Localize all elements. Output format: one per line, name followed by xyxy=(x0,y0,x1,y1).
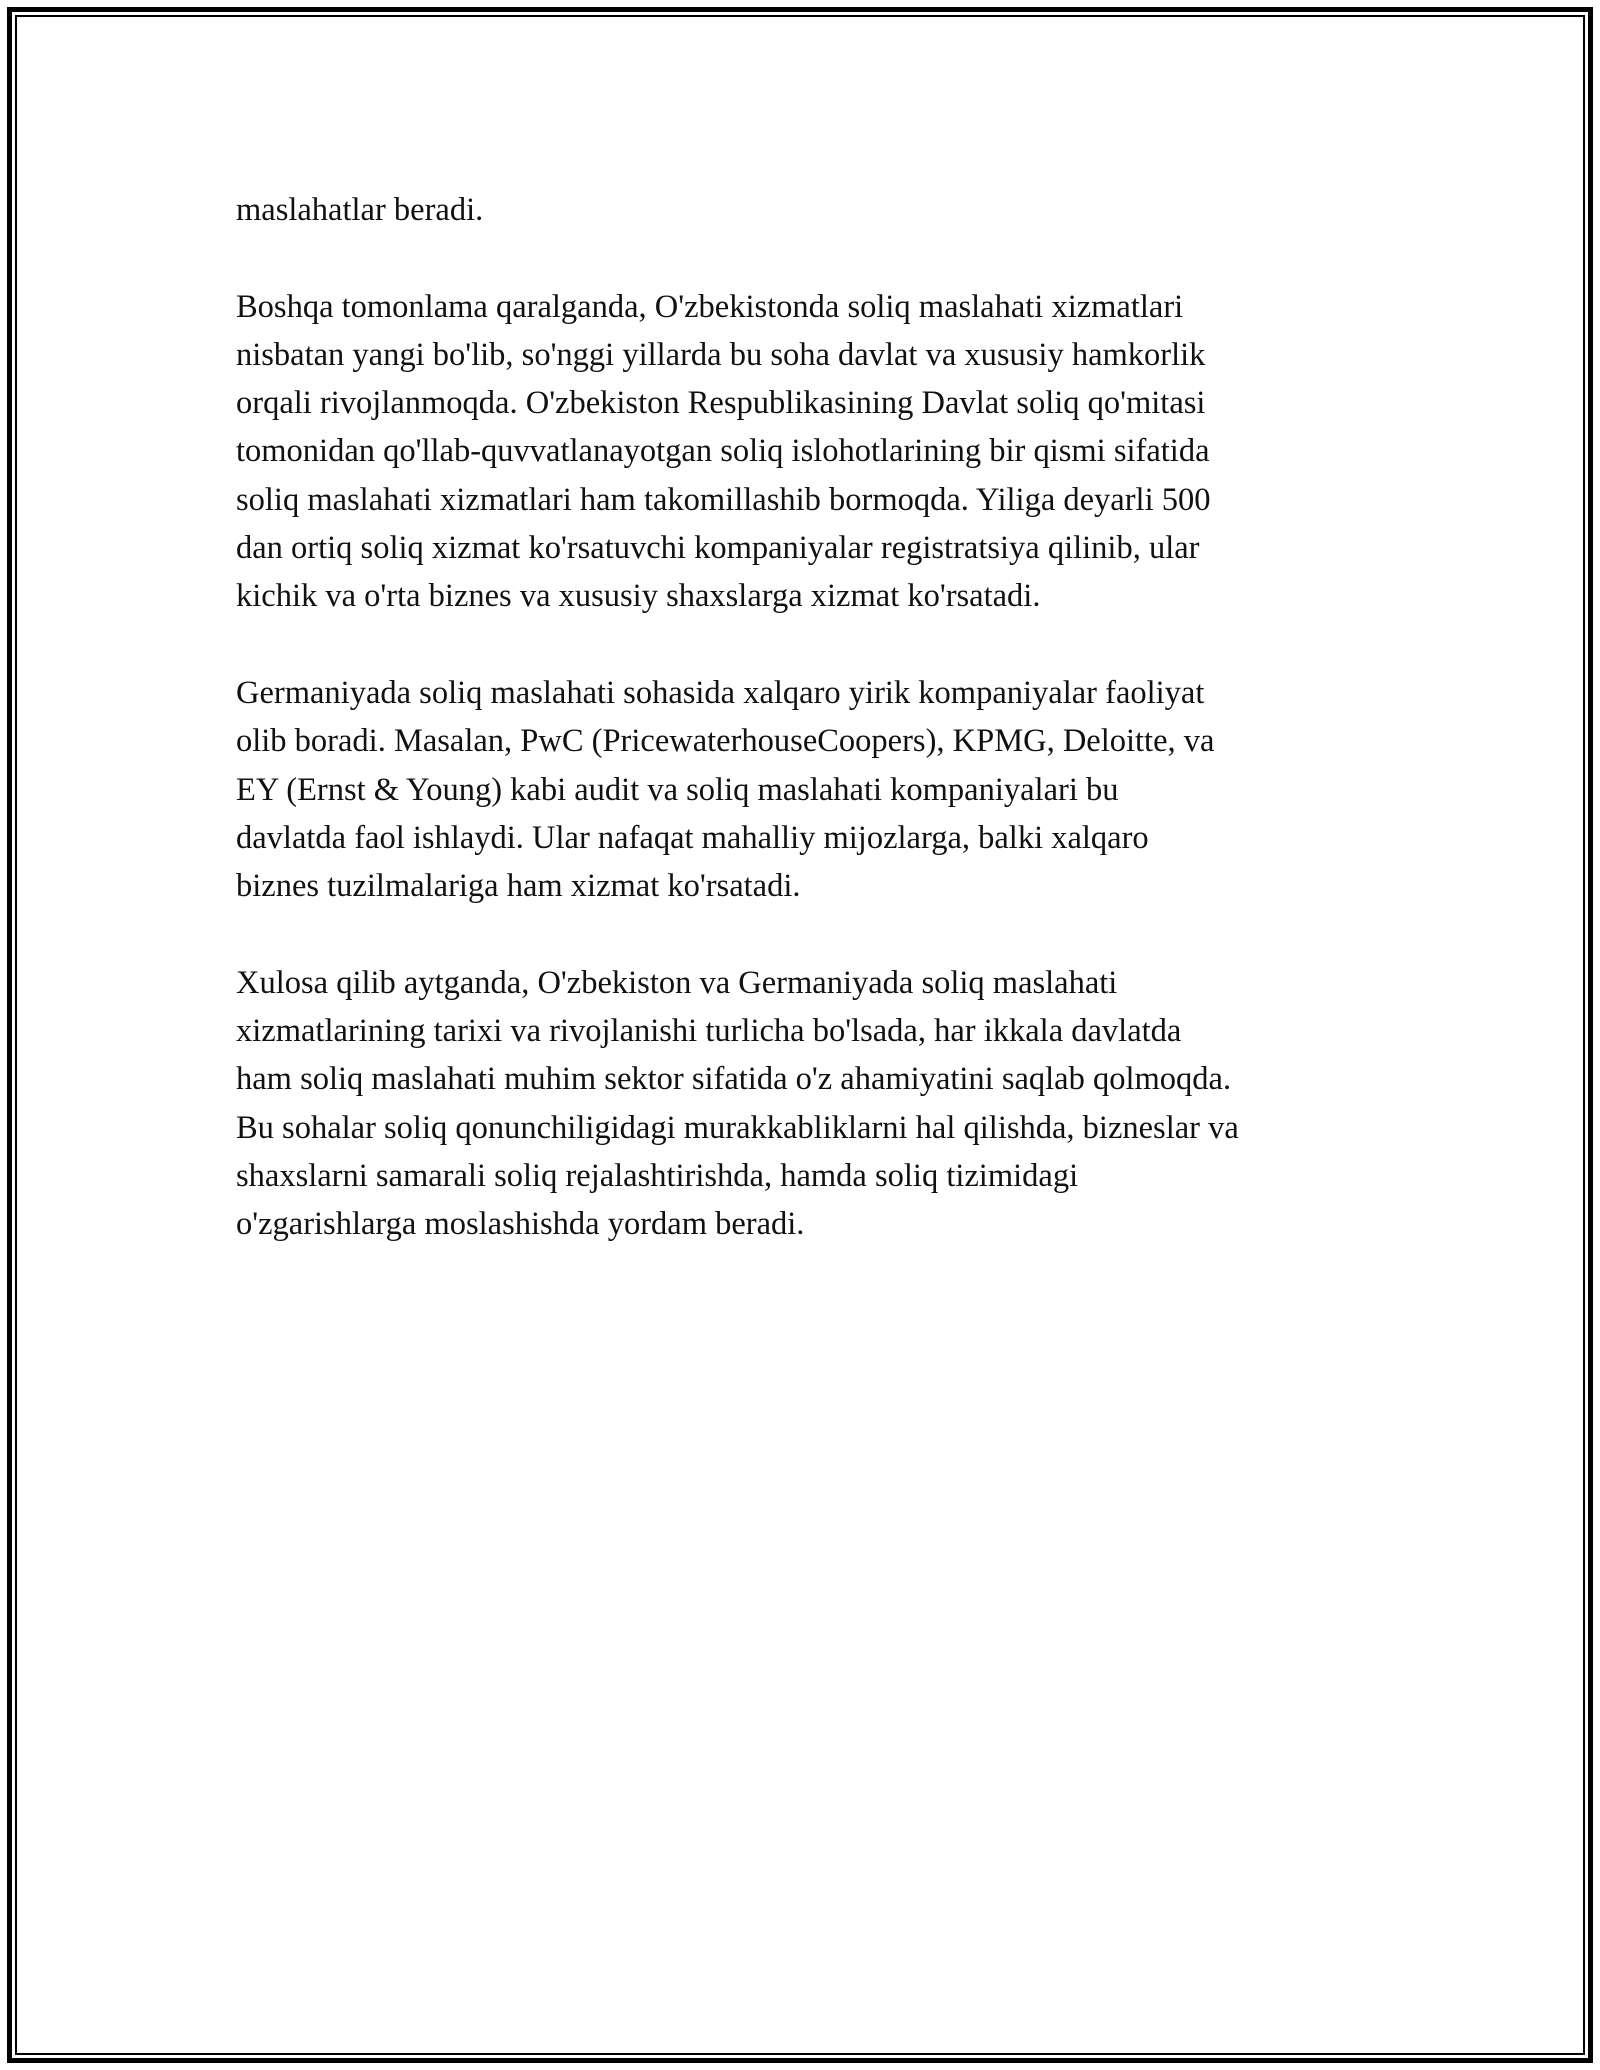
paragraph-spacer xyxy=(236,234,1416,282)
paragraph-spacer xyxy=(236,910,1416,958)
text-line: EY (Ernst & Young) kabi audit va soliq maslahati kompaniyalari bu xyxy=(236,771,1119,808)
text-line: soliq maslahati xizmatlari ham takomillashib bormoqda. Yiliga deyarli 500 xyxy=(236,481,1211,518)
paragraph-continuation xyxy=(236,186,1416,234)
text-line: dan ortiq soliq xizmat ko'rsatuvchi kompaniyalar registratsiya qilinib, ular xyxy=(236,530,1200,567)
text-line: davlatda faol ishlaydi. Ular nafaqat mahalliy mijozlarga, balki xalqaro xyxy=(236,819,1149,856)
text-line: kichik va o'rta biznes va xususiy shaxslarga xizmat ko'rsatadi. xyxy=(236,578,1041,615)
paragraph-spacer xyxy=(236,621,1416,669)
paragraph-germany xyxy=(236,669,1416,910)
paragraph-conclusion xyxy=(236,959,1416,1249)
text-line: xizmatlarining tarixi va rivojlanishi turlicha bo'lsada, har ikkala davlatda xyxy=(236,1013,1182,1050)
paragraph-uzbekistan xyxy=(236,283,1416,621)
text-line: shaxslarni samarali soliq rejalashtirishda, hamda soliq tizimidagi xyxy=(236,1157,1079,1194)
document-body xyxy=(236,186,1416,1249)
text-line: maslahatlar beradi. xyxy=(236,192,484,228)
text-line: tomonidan qo'llab-quvvatlanayotgan soliq islohotlarining bir qismi sifatida xyxy=(236,433,1210,470)
text-line: o'zgarishlarga moslashishda yordam beradi. xyxy=(236,1206,805,1243)
text-line: olib boradi. Masalan, PwC (PricewaterhouseCoopers), KPMG, Deloitte, va xyxy=(236,723,1215,760)
text-line: ham soliq maslahati muhim sektor sifatida o'z ahamiyatini saqlab qolmoqda. xyxy=(236,1061,1232,1098)
text-line: Boshqa tomonlama qaralganda, O'zbekistonda soliq maslahati xizmatlari xyxy=(236,288,1184,325)
text-line: Bu sohalar soliq qonunchiligidagi murakkabliklarni hal qilishda, bizneslar va xyxy=(236,1109,1239,1146)
text-line: biznes tuzilmalariga ham xizmat ko'rsatadi. xyxy=(236,868,801,905)
text-line: Xulosa qilib aytganda, O'zbekiston va Germaniyada soliq maslahati xyxy=(236,964,1118,1001)
text-line: Germaniyada soliq maslahati sohasida xalqaro yirik kompaniyalar faoliyat xyxy=(236,674,1205,711)
text-line: nisbatan yangi bo'lib, so'nggi yillarda bu soha davlat va xususiy hamkorlik xyxy=(236,336,1206,373)
text-line: orqali rivojlanmoqda. O'zbekiston Respublikasining Davlat soliq qo'mitasi xyxy=(236,385,1206,422)
